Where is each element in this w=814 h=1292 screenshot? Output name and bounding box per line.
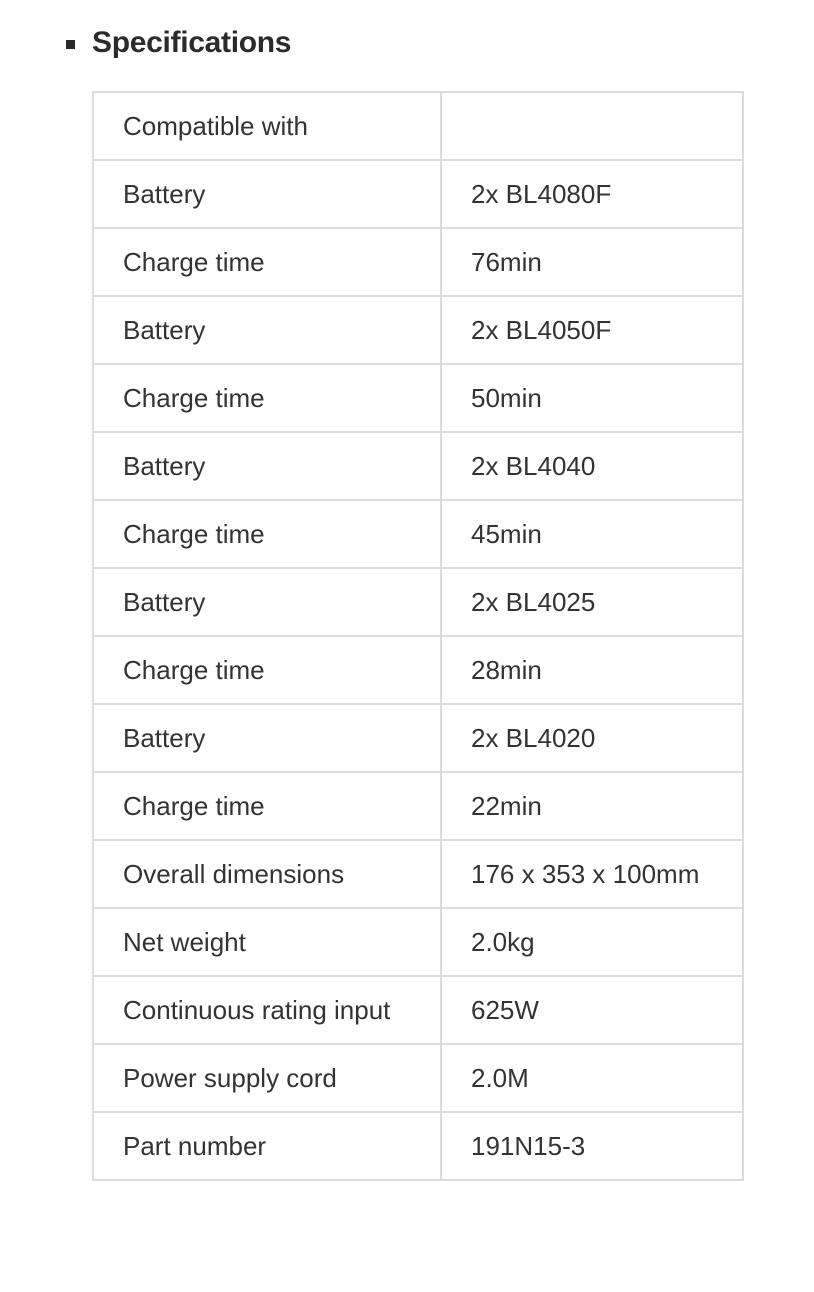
table-row	[93, 1044, 743, 1112]
spec-label: Battery	[93, 568, 441, 636]
spec-label: Battery	[93, 704, 441, 772]
spec-value: 2.0M	[441, 1044, 743, 1112]
spec-label: Battery	[93, 160, 441, 228]
table-row	[93, 772, 743, 840]
spec-label: Compatible with	[93, 92, 441, 160]
specifications-table	[92, 91, 744, 1181]
spec-label: Continuous rating input	[93, 976, 441, 1044]
spec-value: 76min	[441, 228, 743, 296]
spec-label: Battery	[93, 296, 441, 364]
spec-value: 2x BL4025	[441, 568, 743, 636]
spec-label: Battery	[93, 432, 441, 500]
table-row	[93, 500, 743, 568]
spec-label: Power supply cord	[93, 1044, 441, 1112]
spec-value: 176 x 353 x 100mm	[441, 840, 743, 908]
spec-value: 2x BL4020	[441, 704, 743, 772]
spec-label: Part number	[93, 1112, 441, 1180]
spec-value: 2x BL4040	[441, 432, 743, 500]
spec-label: Charge time	[93, 364, 441, 432]
spec-value: 22min	[441, 772, 743, 840]
spec-label: Charge time	[93, 228, 441, 296]
table-row	[93, 364, 743, 432]
table-row	[93, 432, 743, 500]
spec-value: 191N15-3	[441, 1112, 743, 1180]
spec-value: 45min	[441, 500, 743, 568]
table-row	[93, 568, 743, 636]
spec-label: Charge time	[93, 636, 441, 704]
spec-value: 2x BL4050F	[441, 296, 743, 364]
spec-value	[441, 92, 743, 160]
spec-value: 2x BL4080F	[441, 160, 743, 228]
spec-value: 2.0kg	[441, 908, 743, 976]
table-row	[93, 160, 743, 228]
square-bullet-icon	[66, 40, 75, 49]
table-row	[93, 228, 743, 296]
table-row	[93, 636, 743, 704]
table-row	[93, 840, 743, 908]
spec-value: 28min	[441, 636, 743, 704]
table-row	[93, 1112, 743, 1180]
table-row	[93, 92, 743, 160]
table-row	[93, 908, 743, 976]
spec-label: Net weight	[93, 908, 441, 976]
spec-label: Charge time	[93, 500, 441, 568]
table-row	[93, 296, 743, 364]
table-row	[93, 704, 743, 772]
section-title: Specifications	[92, 26, 292, 59]
spec-value: 50min	[441, 364, 743, 432]
spec-label: Charge time	[93, 772, 441, 840]
spec-value: 625W	[441, 976, 743, 1044]
section-heading	[66, 22, 291, 64]
table-row	[93, 976, 743, 1044]
spec-label: Overall dimensions	[93, 840, 441, 908]
